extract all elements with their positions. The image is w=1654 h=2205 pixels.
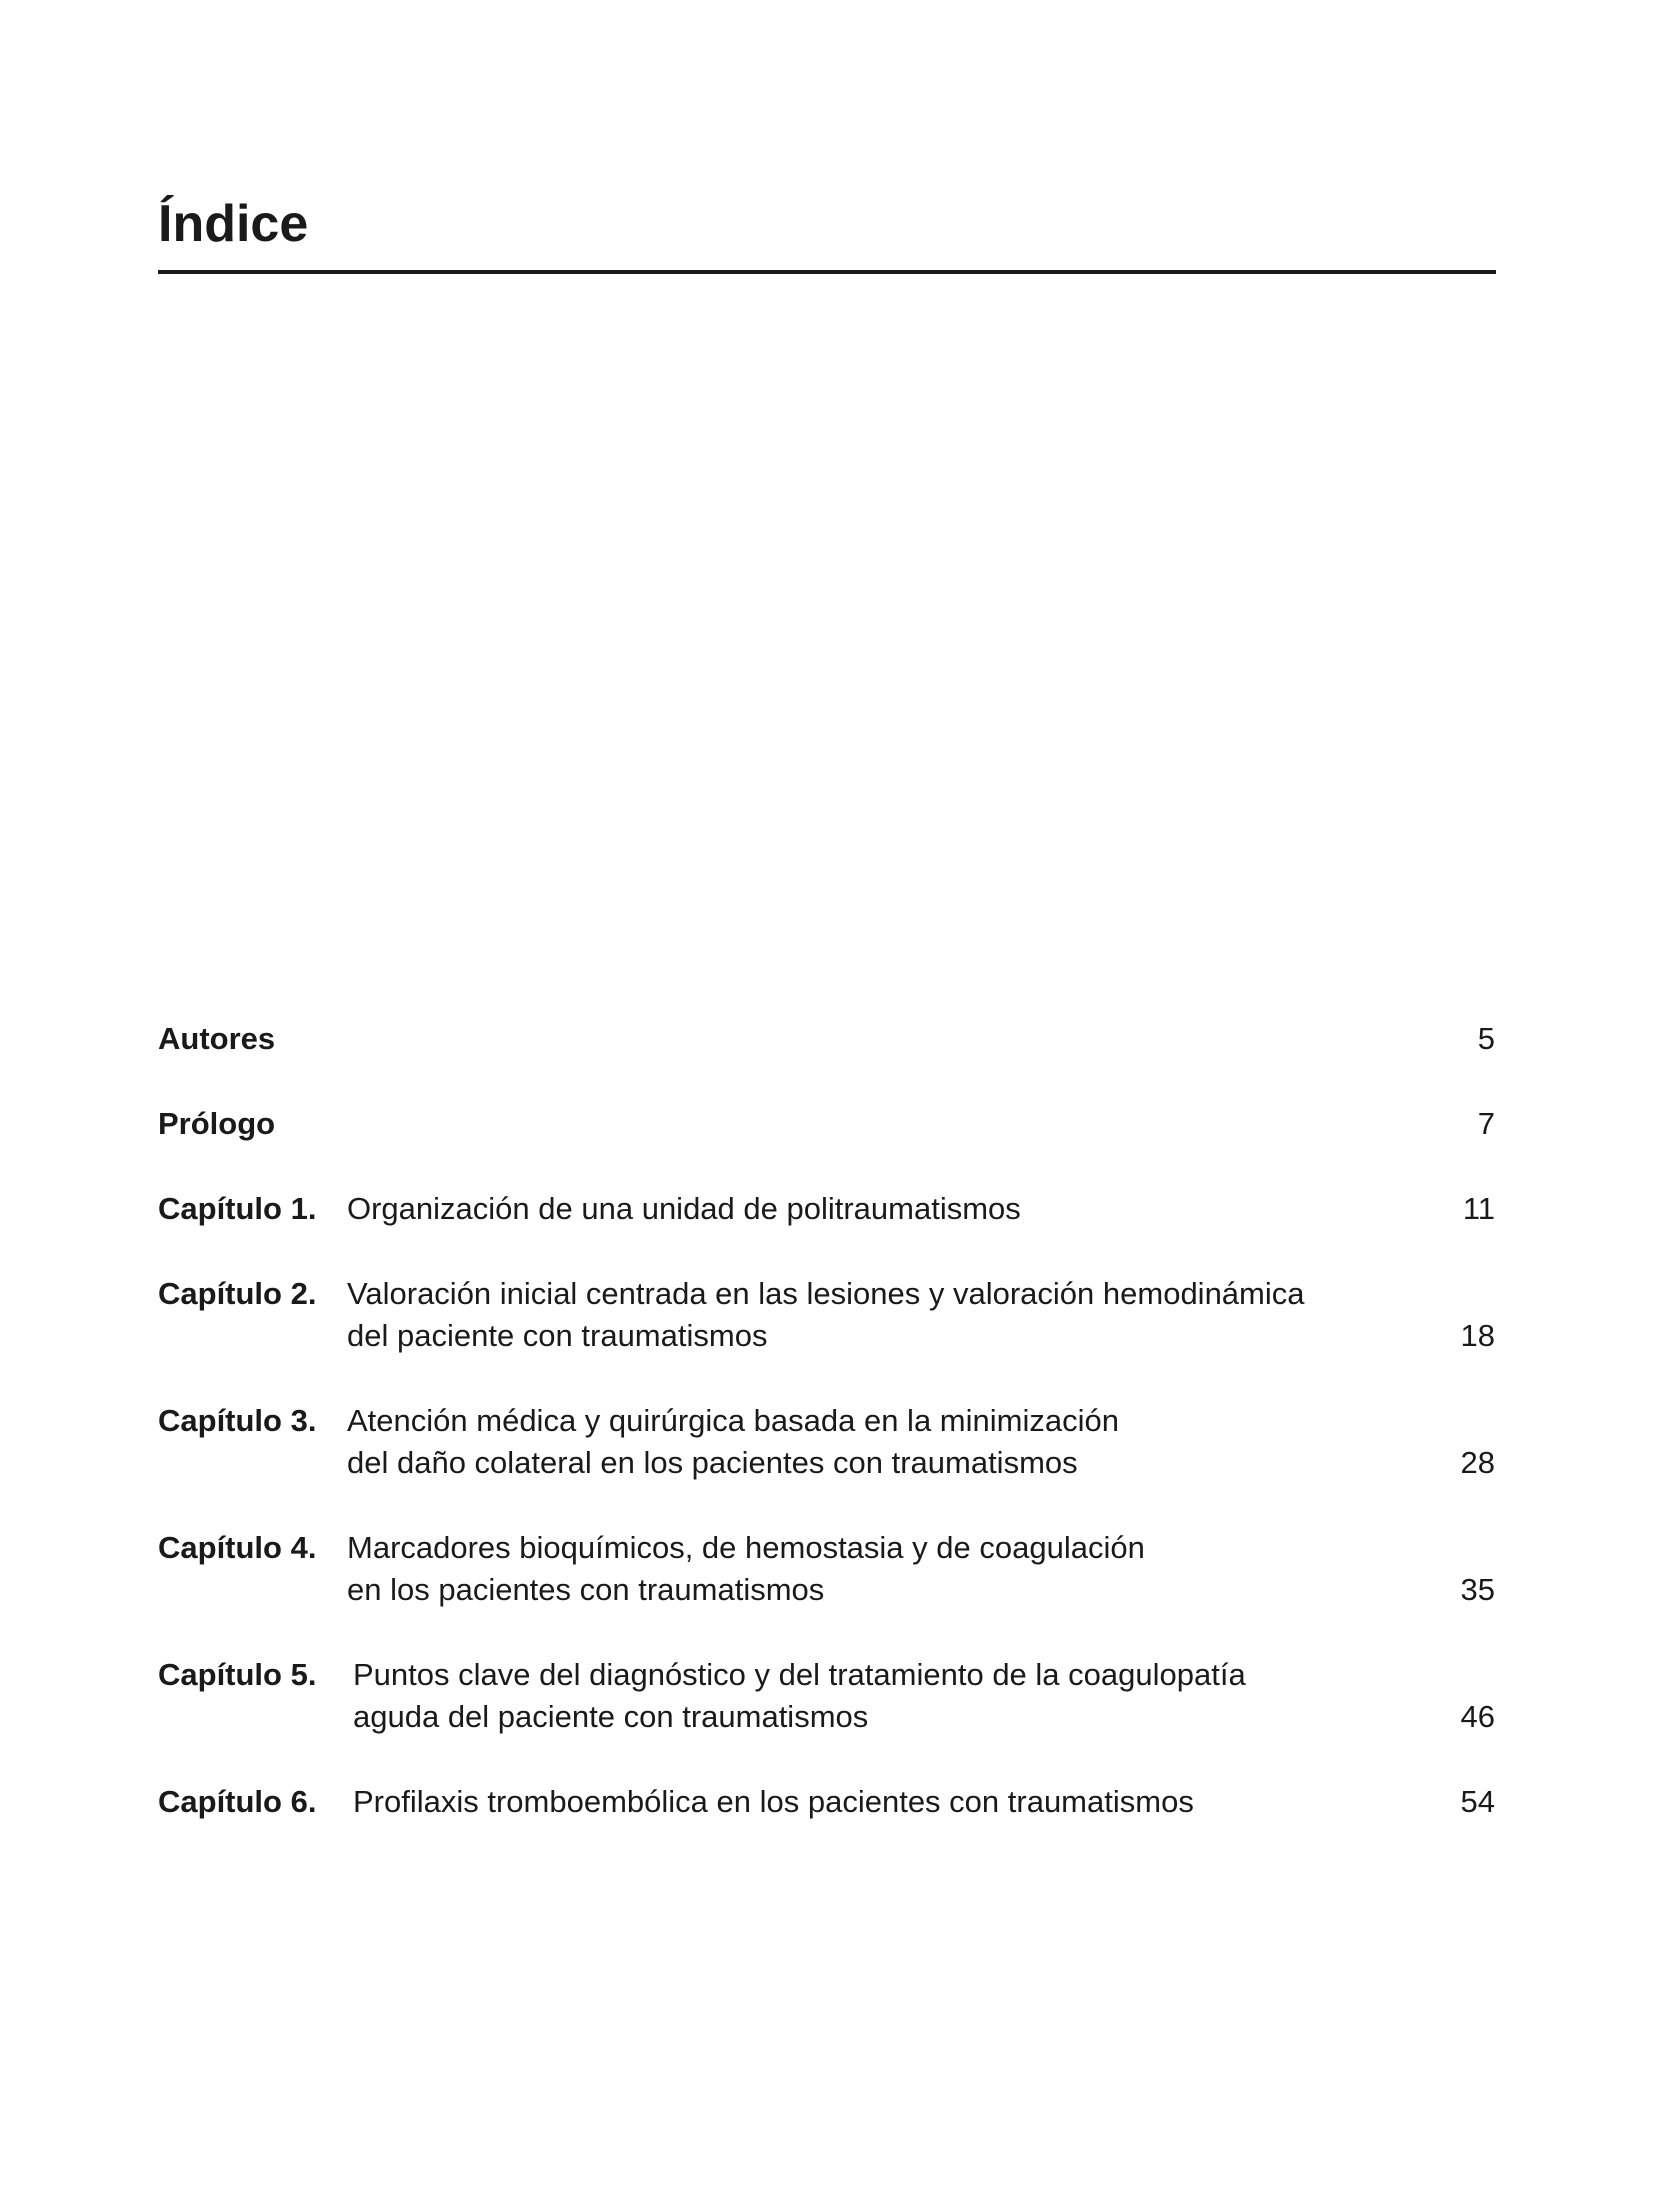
toc-page-number: 7 xyxy=(1477,1106,1495,1141)
toc-entry-capitulo-6[interactable] xyxy=(158,1781,1495,1823)
toc-chapter-title: Atención médica y quirúrgica basada en la minimización xyxy=(347,1403,1119,1438)
toc-chapter-title: Marcadores bioquímicos, de hemostasia y de coagulación xyxy=(347,1530,1145,1565)
toc-entry-prologo[interactable] xyxy=(158,1103,1495,1145)
toc-chapter-title-continuation: del daño colateral en los pacientes con traumatismos xyxy=(347,1445,1078,1480)
toc-entry-capitulo-4[interactable] xyxy=(158,1527,1495,1611)
toc-page-number: 35 xyxy=(1460,1572,1495,1607)
toc-chapter-title-continuation: del paciente con traumatismos xyxy=(347,1318,768,1353)
toc-page-number: 54 xyxy=(1460,1784,1495,1819)
toc-chapter-title: Valoración inicial centrada en las lesiones y valoración hemodinámica xyxy=(347,1276,1305,1311)
page-title: Índice xyxy=(158,195,309,253)
toc-chapter-label: Capítulo 2. xyxy=(158,1276,317,1311)
toc-entry-label: Autores xyxy=(158,1021,276,1056)
toc-chapter-label: Capítulo 3. xyxy=(158,1403,317,1438)
toc-page-number: 5 xyxy=(1477,1021,1495,1056)
title-underline xyxy=(158,270,1496,274)
table-of-contents xyxy=(158,1018,1495,1823)
toc-entry-capitulo-2[interactable] xyxy=(158,1273,1495,1357)
toc-entry-capitulo-5[interactable] xyxy=(158,1654,1495,1738)
toc-chapter-label: Capítulo 1. xyxy=(158,1191,317,1226)
toc-entry-capitulo-1[interactable] xyxy=(158,1188,1495,1230)
toc-chapter-title-continuation: en los pacientes con traumatismos xyxy=(347,1572,825,1607)
toc-page-number: 28 xyxy=(1460,1445,1495,1480)
toc-page-number: 18 xyxy=(1460,1318,1495,1353)
toc-chapter-title: Profilaxis tromboembólica en los pacientes con traumatismos xyxy=(353,1784,1194,1819)
toc-page-number: 11 xyxy=(1462,1191,1495,1226)
toc-chapter-title: Puntos clave del diagnóstico y del tratamiento de la coagulopatía xyxy=(353,1657,1246,1692)
toc-chapter-title: Organización de una unidad de politraumatismos xyxy=(347,1191,1021,1226)
toc-chapter-label: Capítulo 4. xyxy=(158,1530,317,1565)
toc-chapter-label: Capítulo 5. xyxy=(158,1657,317,1692)
toc-entry-autores[interactable] xyxy=(158,1018,1495,1060)
toc-chapter-title-continuation: aguda del paciente con traumatismos xyxy=(353,1699,869,1734)
toc-entry-capitulo-3[interactable] xyxy=(158,1400,1495,1484)
toc-entry-label: Prólogo xyxy=(158,1106,276,1141)
toc-page-number: 46 xyxy=(1460,1699,1495,1734)
toc-chapter-label: Capítulo 6. xyxy=(158,1784,317,1819)
